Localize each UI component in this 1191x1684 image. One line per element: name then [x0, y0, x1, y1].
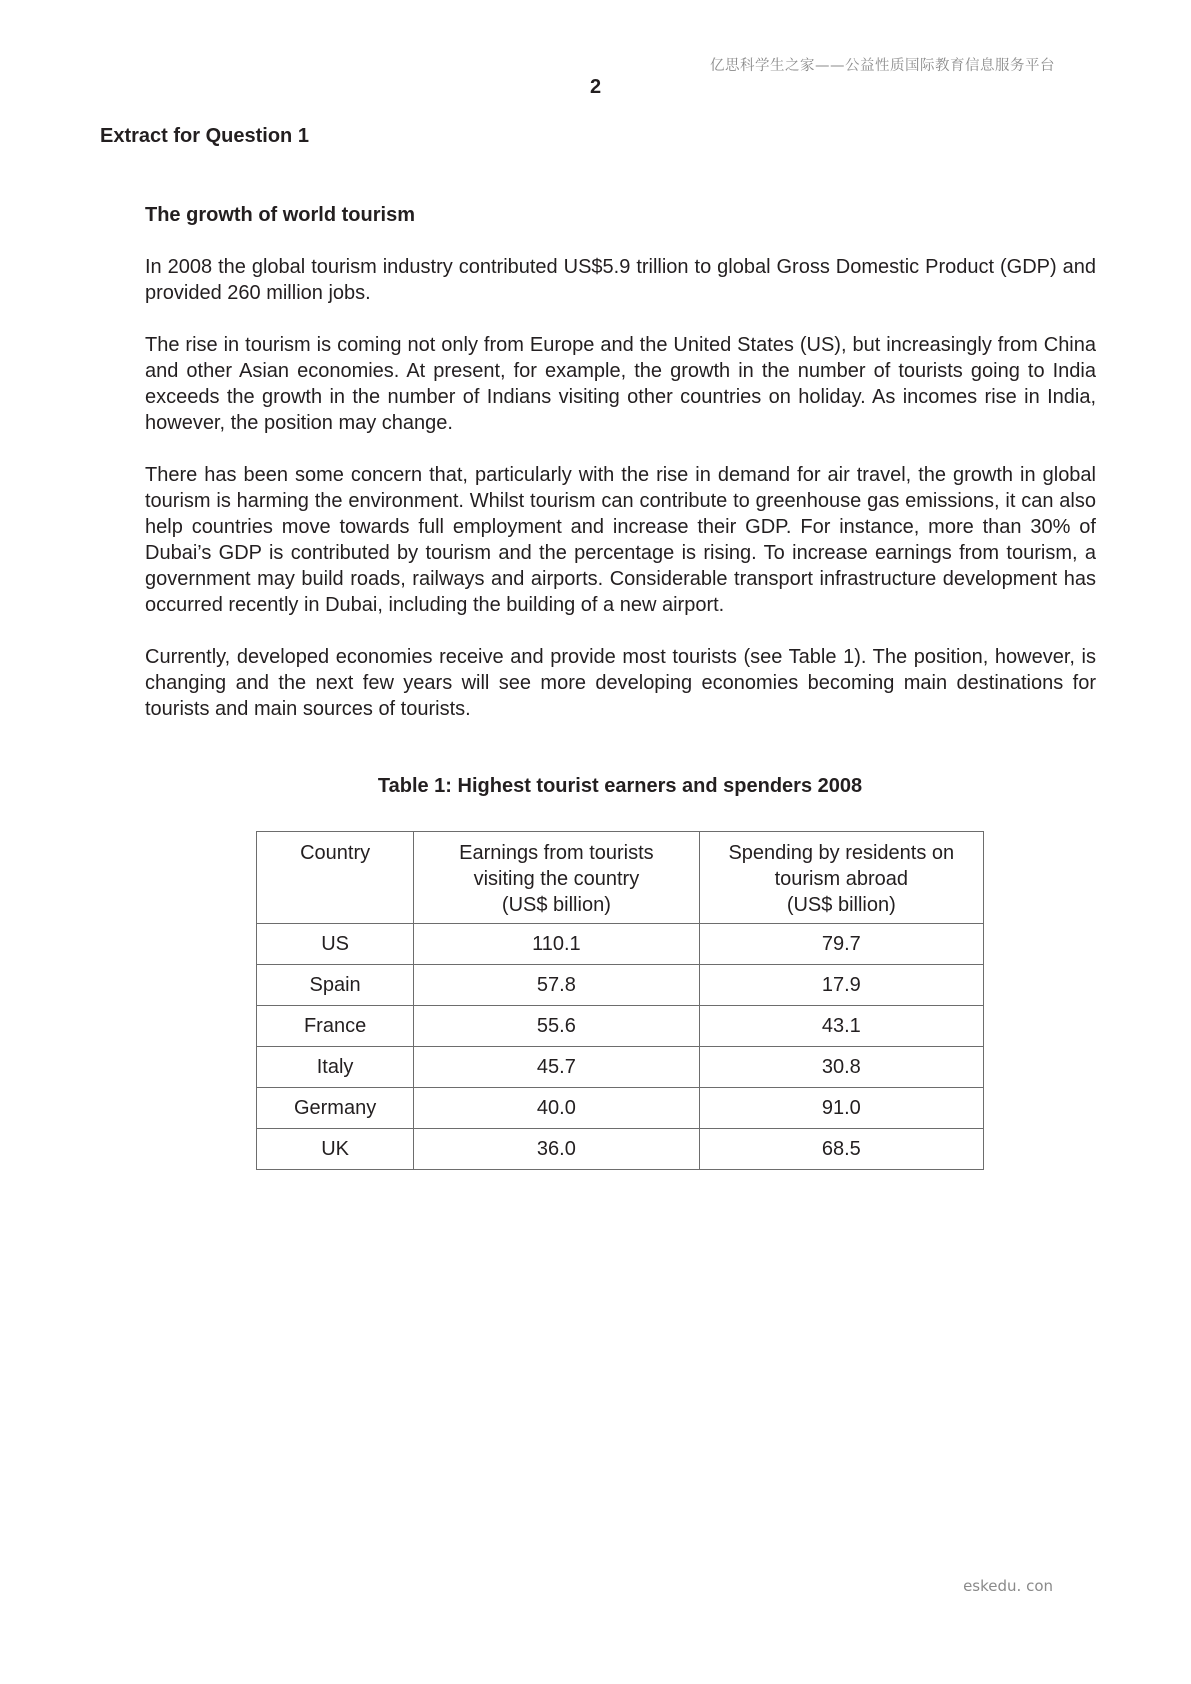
header-line: visiting the country [473, 868, 640, 890]
table-row [257, 1129, 984, 1170]
cell-country: Italy [257, 1047, 414, 1088]
cell-country: France [257, 1006, 414, 1047]
cell-country: UK [257, 1129, 414, 1170]
extract-heading: Extract for Question 1 [100, 125, 309, 147]
footer-watermark: eskedu. con [963, 1577, 1053, 1595]
article-paragraph: Currently, developed economies receive and provide most tourists (see Table 1). The position, however, is changing and the next few years will see more developing economies becoming main destinations for tourists and main sources of tourists. [145, 646, 1096, 720]
table-header-row [257, 832, 984, 924]
table-row [257, 1047, 984, 1088]
cell-spending: 17.9 [699, 965, 983, 1006]
watermark-text: 亿思科学生之家——公益性质国际教育信息服务平台 [710, 58, 1055, 74]
cell-country: Spain [257, 965, 414, 1006]
cell-spending: 79.7 [699, 924, 983, 965]
cell-spending: 30.8 [699, 1047, 983, 1088]
cell-earnings: 55.6 [414, 1006, 699, 1047]
article-title: The growth of world tourism [145, 204, 415, 226]
article-paragraph: There has been some concern that, particularly with the rise in demand for air travel, the growth in global tourism is harming the environment. Whilst tourism can contribute to greenhouse gas emissions, it can also help countries move towards full employment and increase their GDP. For instance, more than 30% of Dubai’s GDP is contributed by tourism and the percentage is rising. To increase earnings from tourism, a government may build roads, railways and airports. Considerable transport infrastructure development has occurred recently in Dubai, including the building of a new airport. [145, 464, 1096, 616]
table-row [257, 965, 984, 1006]
cell-earnings: 40.0 [414, 1088, 699, 1129]
header-line: Spending by residents on [728, 842, 955, 864]
table-row [257, 924, 984, 965]
cell-country: Germany [257, 1088, 414, 1129]
cell-earnings: 110.1 [414, 924, 699, 965]
header-line: Country [300, 842, 371, 864]
cell-country: US [257, 924, 414, 965]
tourism-table [256, 831, 984, 1170]
header-line: (US$ billion) [501, 894, 611, 916]
table-row [257, 1088, 984, 1129]
cell-earnings: 36.0 [414, 1129, 699, 1170]
table-caption: Table 1: Highest tourist earners and spenders 2008 [377, 775, 863, 797]
article [145, 202, 1096, 748]
cell-earnings: 57.8 [414, 965, 699, 1006]
header-line: Earnings from tourists [459, 842, 654, 864]
header-line: (US$ billion) [786, 894, 896, 916]
cell-spending: 91.0 [699, 1088, 983, 1129]
table-row [257, 1006, 984, 1047]
header-earnings [414, 832, 699, 924]
cell-spending: 43.1 [699, 1006, 983, 1047]
article-paragraph: The rise in tourism is coming not only from Europe and the United States (US), but increasingly from China and other Asian economies. At present, for example, the growth in the number of tourists going to India exceeds the growth in the number of Indians visiting other countries on holiday. As incomes rise in India, however, the position may change. [145, 334, 1096, 434]
article-paragraph: In 2008 the global tourism industry contributed US$5.9 trillion to global Gross Domestic Product (GDP) and provided 260 million jobs. [145, 256, 1096, 304]
cell-spending: 68.5 [699, 1129, 983, 1170]
header-country [257, 832, 414, 924]
page-number: 2 [589, 76, 602, 98]
header-spending [699, 832, 983, 924]
header-line: tourism abroad [774, 868, 908, 890]
cell-earnings: 45.7 [414, 1047, 699, 1088]
